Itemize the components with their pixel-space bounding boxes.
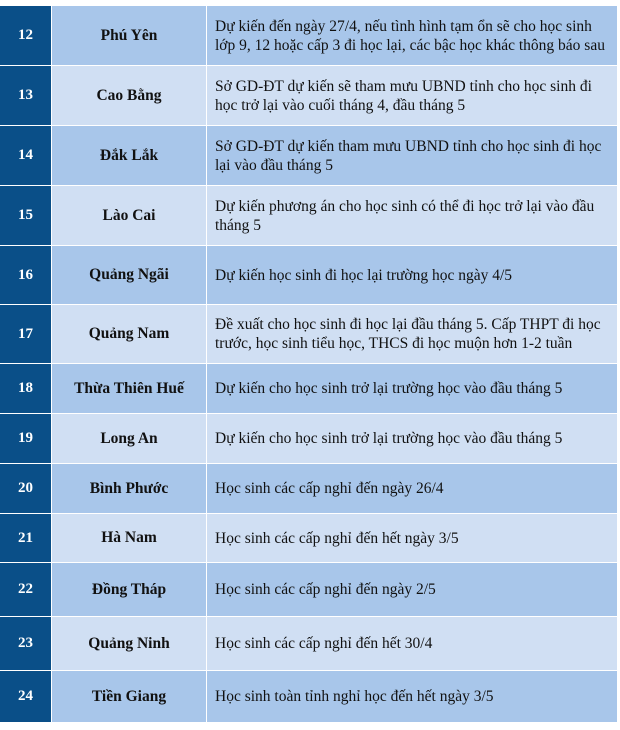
table-row — [0, 514, 618, 563]
province-name: Đồng Tháp — [52, 563, 207, 617]
province-name: Quảng Nam — [52, 305, 207, 364]
table-row — [0, 414, 618, 464]
province-name: Hà Nam — [52, 514, 207, 563]
table-row — [0, 126, 618, 186]
row-number: 15 — [0, 186, 52, 246]
school-reopening-table — [0, 6, 618, 723]
table-row — [0, 305, 618, 364]
row-number: 20 — [0, 464, 52, 514]
table-row — [0, 563, 618, 617]
table-row — [0, 246, 618, 305]
province-name: Quảng Ninh — [52, 617, 207, 671]
row-number: 14 — [0, 126, 52, 186]
row-number: 18 — [0, 364, 52, 414]
plan-description: Học sinh các cấp nghỉ đến ngày 26/4 — [207, 464, 618, 514]
plan-description: Dự kiến học sinh đi học lại trường học ngày 4/5 — [207, 246, 618, 305]
table-body — [0, 6, 618, 723]
plan-description: Dự kiến đến ngày 27/4, nếu tình hình tạm ổn sẽ cho học sinh lớp 9, 12 hoặc cấp 3 đi học lại, các bậc học khác thông báo sau — [207, 6, 618, 66]
province-name: Quảng Ngãi — [52, 246, 207, 305]
row-number: 17 — [0, 305, 52, 364]
table-row — [0, 66, 618, 126]
plan-description: Sở GD-ĐT dự kiến tham mưu UBND tỉnh cho học sinh đi học lại vào đầu tháng 5 — [207, 126, 618, 186]
table-row — [0, 464, 618, 514]
row-number: 21 — [0, 514, 52, 563]
plan-description: Học sinh các cấp nghỉ đến ngày 2/5 — [207, 563, 618, 617]
row-number: 19 — [0, 414, 52, 464]
province-name: Lào Cai — [52, 186, 207, 246]
row-number: 22 — [0, 563, 52, 617]
plan-description: Dự kiến phương án cho học sinh có thể đi học trở lại vào đầu tháng 5 — [207, 186, 618, 246]
plan-description: Học sinh toàn tỉnh nghỉ học đến hết ngày 3/5 — [207, 671, 618, 723]
plan-description: Dự kiến cho học sinh trở lại trường học vào đầu tháng 5 — [207, 364, 618, 414]
row-number: 13 — [0, 66, 52, 126]
table-row — [0, 671, 618, 723]
province-name: Phú Yên — [52, 6, 207, 66]
table-row — [0, 364, 618, 414]
province-name: Thừa Thiên Huế — [52, 364, 207, 414]
row-number: 23 — [0, 617, 52, 671]
table-row — [0, 6, 618, 66]
province-name: Đắk Lắk — [52, 126, 207, 186]
province-name: Long An — [52, 414, 207, 464]
plan-description: Đề xuất cho học sinh đi học lại đầu tháng 5. Cấp THPT đi học trước, học sinh tiểu học, THCS đi học muộn hơn 1-2 tuần — [207, 305, 618, 364]
row-number: 12 — [0, 6, 52, 66]
plan-description: Dự kiến cho học sinh trở lại trường học vào đầu tháng 5 — [207, 414, 618, 464]
province-name: Cao Bằng — [52, 66, 207, 126]
plan-description: Học sinh các cấp nghỉ đến hết 30/4 — [207, 617, 618, 671]
table-row — [0, 617, 618, 671]
plan-description: Học sinh các cấp nghỉ đến hết ngày 3/5 — [207, 514, 618, 563]
plan-description: Sở GD-ĐT dự kiến sẽ tham mưu UBND tỉnh cho học sinh đi học trở lại vào cuối tháng 4, đầu tháng 5 — [207, 66, 618, 126]
province-name: Bình Phước — [52, 464, 207, 514]
row-number: 16 — [0, 246, 52, 305]
row-number: 24 — [0, 671, 52, 723]
table-row — [0, 186, 618, 246]
province-name: Tiền Giang — [52, 671, 207, 723]
